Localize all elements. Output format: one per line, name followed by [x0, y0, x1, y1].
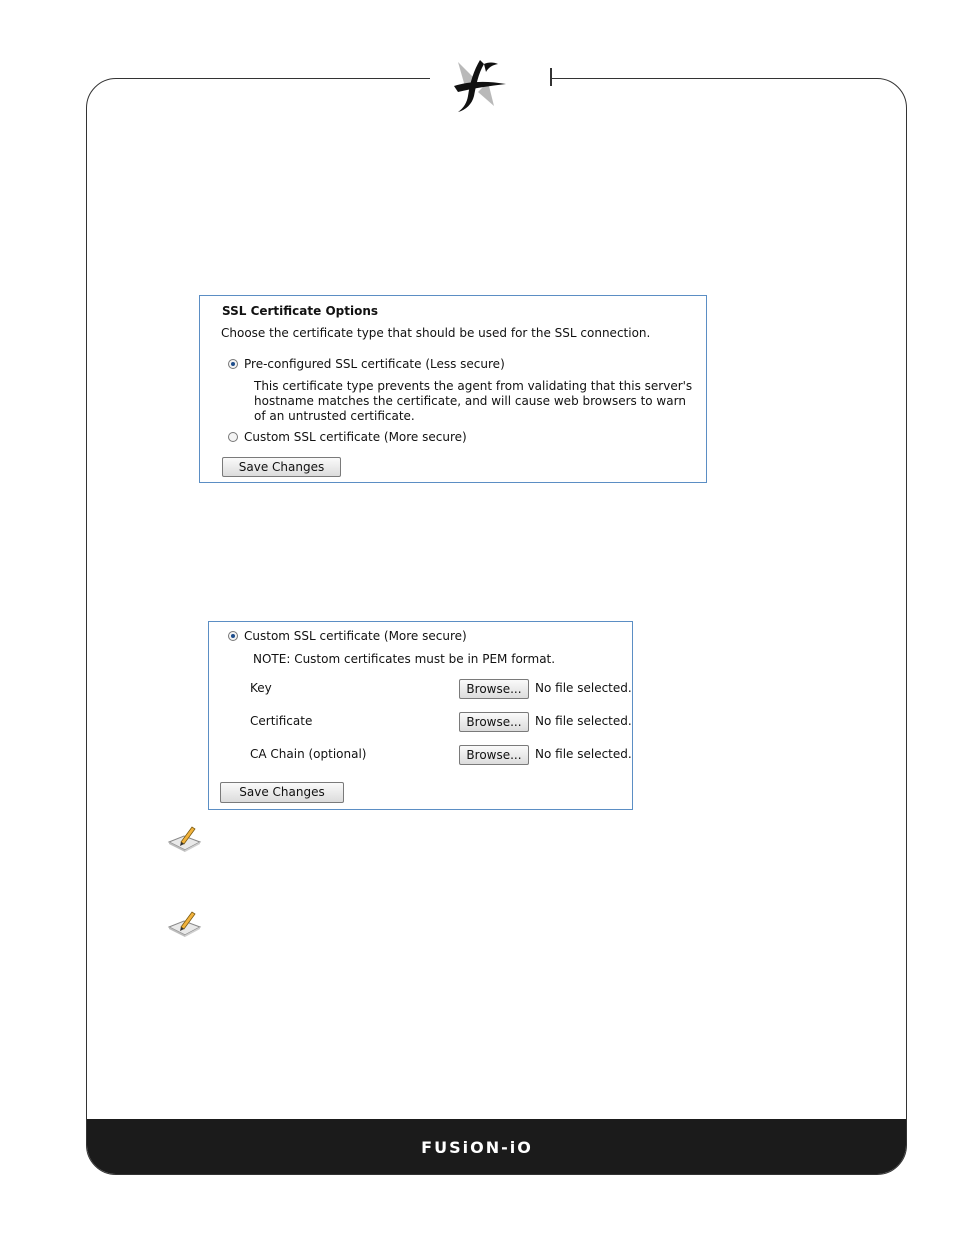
ssl-certificate-options-panel — [199, 295, 707, 483]
key-label: Key — [250, 681, 272, 695]
pem-format-note: NOTE: Custom certificates must be in PEM format. — [253, 652, 556, 666]
note-pencil-icon — [166, 824, 202, 854]
certificate-label: Certificate — [250, 714, 313, 728]
custom-ssl-option[interactable] — [228, 430, 467, 444]
preconfigured-ssl-option[interactable] — [228, 357, 505, 371]
certificate-file-status: No file selected. — [535, 714, 632, 728]
fusion-io-emblem-icon — [444, 56, 512, 116]
preconfigured-help-text: This certificate type prevents the agent from validating that this server's hostname matches the certificate, and will cause web browsers to warn of an untrusted certificate. — [254, 379, 693, 423]
panel-description: Choose the certificate type that should be used for the SSL connection. — [221, 326, 651, 340]
custom-ssl-option-selected[interactable] — [228, 629, 467, 643]
panel-title: SSL Certificate Options — [222, 304, 379, 318]
save-changes-button-custom[interactable]: Save Changes — [220, 782, 344, 803]
certificate-browse-button[interactable]: Browse... — [459, 712, 529, 732]
save-changes-button[interactable]: Save Changes — [222, 457, 341, 477]
preconfigured-radio[interactable] — [228, 359, 238, 369]
ca-chain-file-status: No file selected. — [535, 747, 632, 761]
custom-radio[interactable] — [228, 432, 238, 442]
fusion-io-footer-logo: FUSiON-iO — [421, 1138, 533, 1157]
preconfigured-label: Pre-configured SSL certificate (Less secure) — [244, 357, 505, 371]
key-browse-button[interactable]: Browse... — [459, 679, 529, 699]
ca-chain-browse-button[interactable]: Browse... — [459, 745, 529, 765]
custom-label-selected: Custom SSL certificate (More secure) — [244, 629, 467, 643]
custom-ssl-certificate-panel — [208, 621, 633, 810]
key-file-status: No file selected. — [535, 681, 632, 695]
frame-gap-tick — [550, 68, 552, 86]
custom-label: Custom SSL certificate (More secure) — [244, 430, 467, 444]
ca-chain-label: CA Chain (optional) — [250, 747, 367, 761]
custom-radio-selected[interactable] — [228, 631, 238, 641]
note-pencil-icon — [166, 909, 202, 939]
